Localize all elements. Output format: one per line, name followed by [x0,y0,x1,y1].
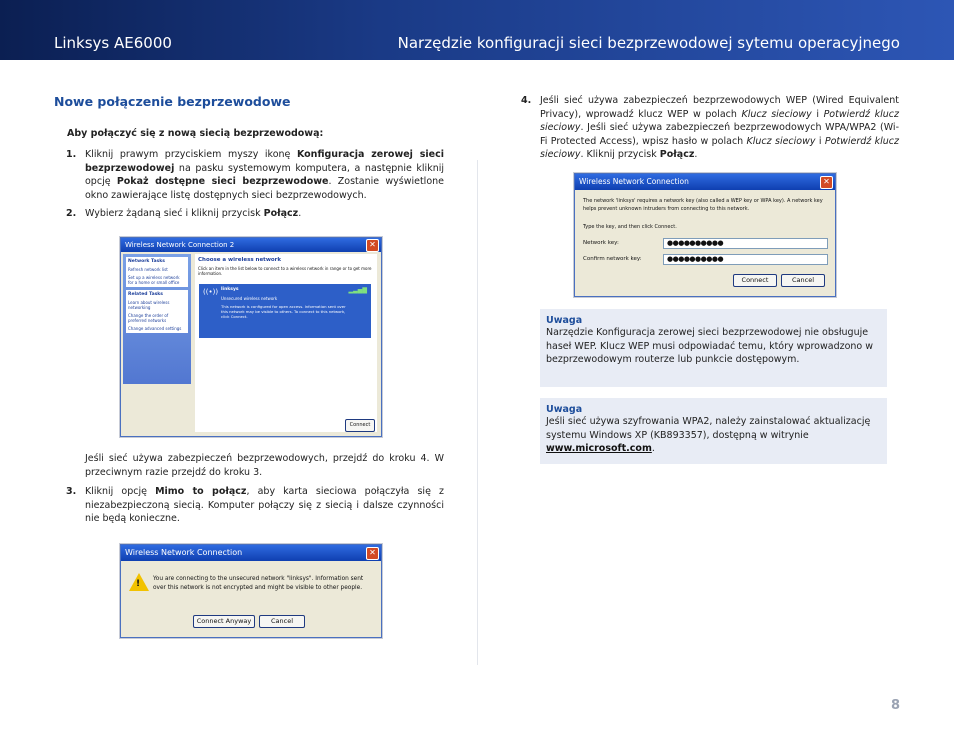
warning-message: You are connecting to the unsecured network "linksys". Information sent over this network is not encrypted and might be visible to other people. [153,576,364,591]
window-title: Wireless Network Connection 2 [125,241,235,249]
related-item: Change the order of preferred networks [128,313,169,323]
window-titlebar [121,238,381,252]
network-item [199,284,371,338]
network-desc: This network is configured for open access. Information sent over this network may be visible to others. To connect to this network, click Connect. [221,304,346,319]
column-divider [477,160,478,665]
signal-icon: ▂▃▅▇ [348,287,367,294]
note-box [540,398,887,464]
close-icon: ✕ [366,239,379,252]
step-text: . Zostanie wyświetlone okno zawierające listę dostępnych sieci bezprzewodowych. [85,176,444,201]
close-icon: ✕ [366,547,379,560]
step-text: i [815,135,825,147]
related-item: Learn about wireless networking [128,300,170,310]
step-text: Jeśli sieć używa zabezpieczeń bezprzewodowych WEP (Wired Equivalent Privacy), wprowadź klucz WEP w polach [540,95,899,120]
step-bold: Mimo to połącz [155,486,247,497]
task-header: Network Tasks [128,259,165,264]
step-italic: Klucz sieciowy [746,135,816,147]
wifi-icon: ((•)) [203,288,219,296]
step-bold: Połącz [659,149,695,160]
step-text: Wybierz żądaną sieć i kliknij przycisk [85,208,264,219]
task-item: Set up a wireless network for a home or small office [128,275,180,285]
close-icon: ✕ [820,176,833,189]
cancel-button: Cancel [781,274,825,287]
step-2 [66,207,444,221]
pane-text: Click an item in the list below to connect to a wireless network in range or to get more information. [198,266,372,276]
microsoft-link[interactable]: www.microsoft.com [546,443,652,454]
step-text: , aby karta sieciowa połączyła się z niezabezpieczoną siecią. Komputer połączy się z siecią i dalsze czynności nie będą konieczne. [85,486,444,524]
network-list-pane [195,254,377,432]
warning-mark: ! [136,579,141,589]
step-text: na pasku systemowym komputera, a następnie kliknij opcję [85,162,444,187]
note-title: Uwaga [546,404,583,415]
key-prompt: Type the key, and then click Connect. [583,224,677,230]
step-bold: Połącz [263,208,299,219]
window-titlebar [121,545,381,561]
step-italic: Klucz sieciowy [741,108,812,120]
task-pane [123,254,191,384]
mid-paragraph: Jeśli sieć używa zabezpieczeń bezprzewodowych, przejdź do kroku 4. W przeciwnym razie przejdź do kroku 3. [85,453,444,478]
step-text: . Jeśli sieć używa zabezpieczeń bezprzewodowych WPA/WPA2 (Wi-Fi Protected Access), wpisz hasło w polach [540,122,899,147]
step-text: . Kliknij przycisk [580,149,660,160]
note-box [540,309,887,387]
screenshot-network-list [120,237,382,437]
screenshot-network-key [574,173,836,297]
window-title: Wireless Network Connection [125,548,243,557]
network-key-label: Network key: [583,240,619,246]
network-type: Unsecured wireless network [221,296,278,301]
section-heading: Nowe połączenie bezprzewodowe [54,94,291,109]
step-italic: Potwierdź klucz sieciowy [540,135,900,160]
key-message: The network 'linksys' requires a network key (also called a WEP key or WPA key). A network key helps prevent unknown intruders from connecting to this network. [583,198,823,212]
related-item: Change advanced settings [128,326,182,331]
connect-anyway-button: Connect Anyway [193,615,255,628]
note-text-body: Jeśli sieć używa szyfrowania WPA2, należy zainstalować aktualizację systemu Windows XP (KB893357), dostępną w witrynie [546,416,871,441]
connect-button: Connect [733,274,777,287]
task-item: Refresh network list [128,267,168,272]
confirm-key-field: ●●●●●●●●●● [663,254,828,265]
step-text: i [811,108,824,120]
step-italic: Potwierdź klucz sieciowy [540,108,899,133]
cancel-button: Cancel [259,615,305,628]
step-number: 4. [521,95,532,106]
page-number: 8 [890,698,900,713]
section-title: Narzędzie konfiguracji sieci bezprzewodowej sytemu operacyjnego [397,34,900,52]
screenshot-unsecured-warning [120,544,382,638]
window-title: Wireless Network Connection [579,177,689,186]
related-header: Related Tasks [128,292,163,297]
page-header [0,0,954,60]
step-number: 3. [66,486,77,497]
window-titlebar [575,174,835,190]
network-key-field: ●●●●●●●●●● [663,238,828,249]
step-text: . [298,208,302,219]
note-title: Uwaga [546,315,583,326]
step-text: . [694,149,698,160]
intro-text: Aby połączyć się z nową siecią bezprzewodową: [67,128,324,139]
note-text-end: . [651,443,655,454]
network-name: linksys [221,287,239,292]
note-text [546,415,881,456]
step-bold: Konfiguracja zerowej sieci bezprzewodowej [85,149,445,174]
step-3 [66,485,444,526]
product-name: Linksys AE6000 [54,34,172,52]
step-bold: Pokaż dostępne sieci bezprzewodowe [116,176,329,187]
step-number: 2. [66,208,77,219]
connect-button: Connect [345,419,375,432]
note-text: Narzędzie Konfiguracja zerowej sieci bezprzewodowej nie obsługuje haseł WEP. Klucz WEP musi odpowiadać temu, który wprowadzono w bezprzewodowym routerze lub punkcie dostępowym. [546,327,874,365]
step-4 [521,94,900,162]
step-number: 1. [66,149,77,160]
step-text: Kliknij prawym przyciskiem myszy ikonę [85,149,297,160]
pane-title: Choose a wireless network [198,257,282,263]
step-text: Kliknij opcję [85,486,156,497]
step-1 [66,148,445,202]
confirm-key-label: Confirm network key: [583,256,642,262]
